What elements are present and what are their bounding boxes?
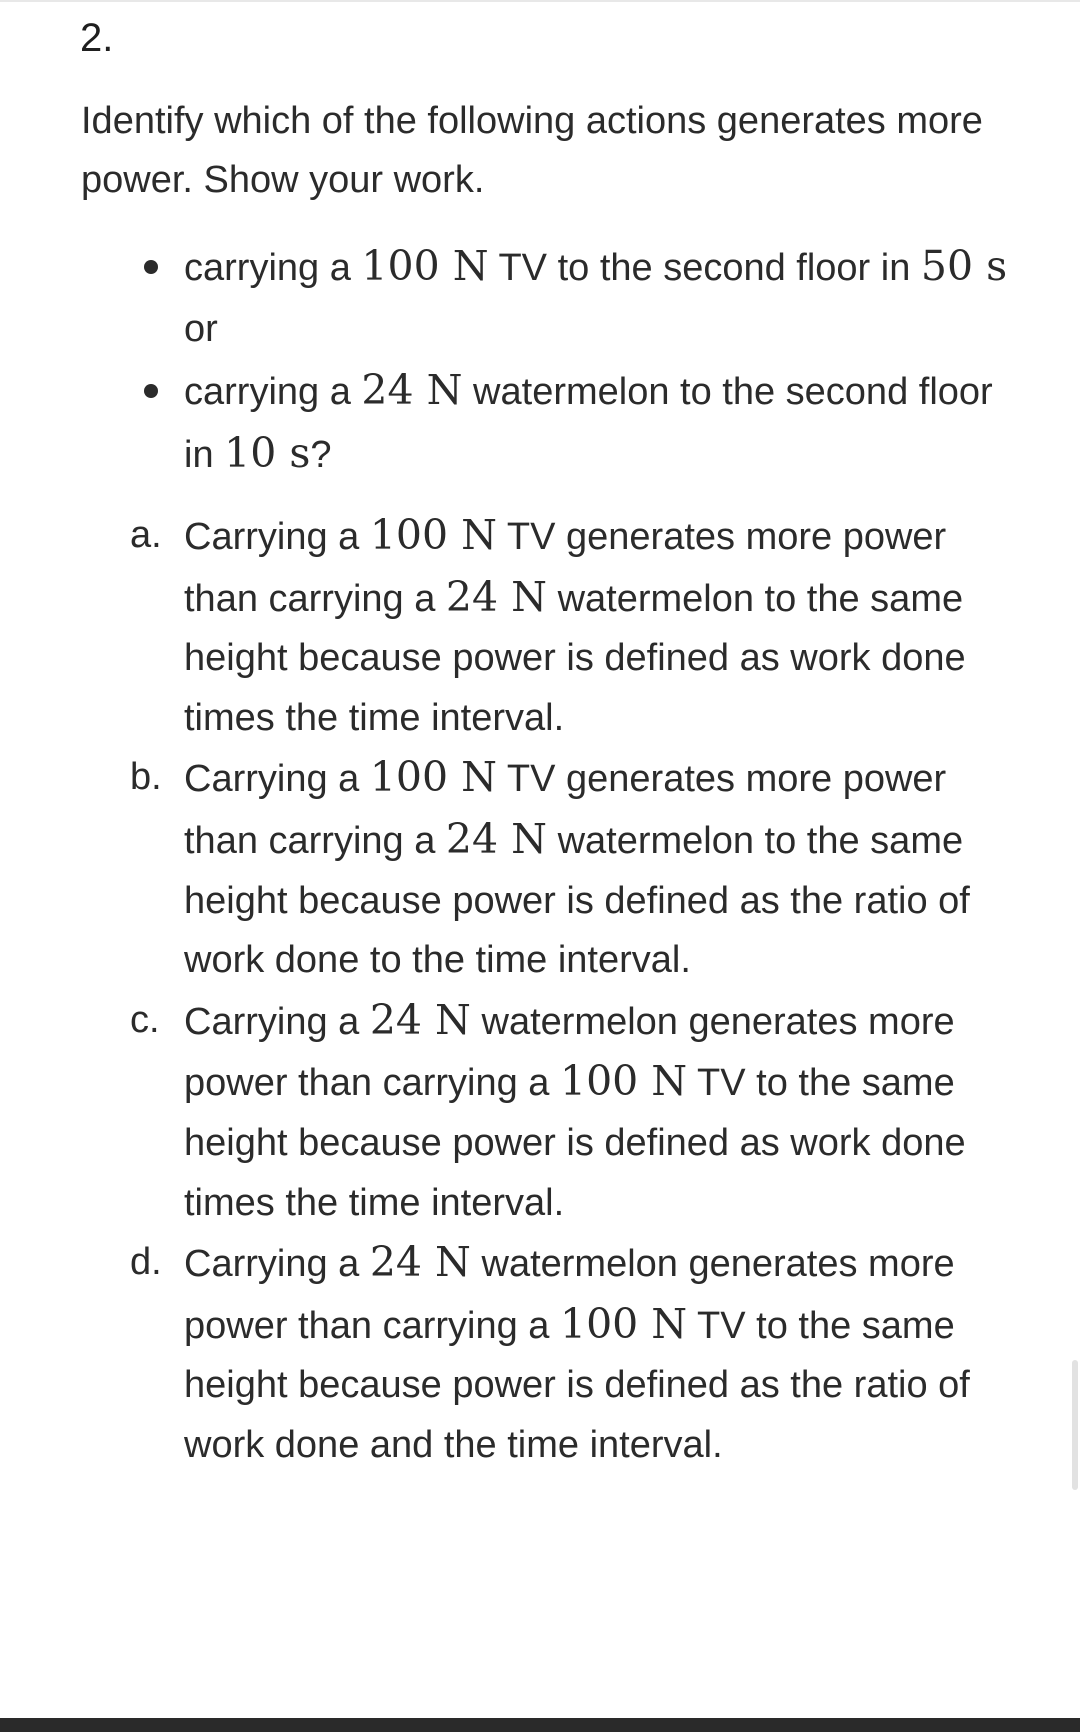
option-text-post: watermelon to the same height because power is defined as the ratio of work done to the time interval. xyxy=(184,819,970,982)
scenario-text-post: ? xyxy=(310,434,332,476)
question-number: 2. xyxy=(80,16,114,60)
option-text-mid: watermelon generates more power than carrying a xyxy=(184,1243,955,1347)
bottom-bar xyxy=(0,1718,1080,1732)
option-text-mid: TV generates more power than carrying a xyxy=(184,758,947,862)
option-letter: a. xyxy=(130,514,162,556)
bullet-icon xyxy=(144,260,158,274)
option-text-pre: Carrying a xyxy=(184,1000,370,1043)
option-letter: c. xyxy=(130,998,160,1041)
option-value-1: 100 N xyxy=(369,753,498,802)
scenario-text-mid: TV to the second floor in xyxy=(488,247,921,289)
answer-option-b[interactable] xyxy=(130,748,1030,990)
option-text-pre: Carrying a xyxy=(184,1243,370,1286)
answer-option-d[interactable] xyxy=(130,1233,1030,1475)
answer-option-a[interactable] xyxy=(130,506,1030,748)
scenario-time-value: 50 s xyxy=(920,242,1008,290)
scenario-force-value: 100 N xyxy=(361,242,489,290)
answer-option-c[interactable] xyxy=(130,991,1030,1233)
question-prompt: Identify which of the following actions generates more power. Show your work. xyxy=(81,100,983,201)
scenario-item-watermelon xyxy=(144,360,1024,486)
option-letter: b. xyxy=(130,756,162,799)
option-text-post: TV to the same height because power is defined as the ratio of work done and the time interval. xyxy=(184,1304,970,1466)
option-value-2: 100 N xyxy=(559,1299,688,1348)
option-letter: d. xyxy=(130,1241,162,1284)
option-text-pre: Carrying a xyxy=(184,516,370,558)
bullet-icon xyxy=(144,384,158,398)
option-value-2: 100 N xyxy=(559,1057,688,1106)
scenario-list xyxy=(144,236,1024,486)
option-text-mid: TV generates more power than carrying a xyxy=(184,516,947,620)
option-value-2: 24 N xyxy=(445,572,548,621)
scrollbar[interactable] xyxy=(1072,1360,1078,1490)
option-text-post: TV to the same height because power is defined as work done times the time interval. xyxy=(184,1062,966,1224)
answer-options xyxy=(130,506,1030,1476)
scenario-time-value: 10 s xyxy=(224,429,311,477)
option-value-2: 24 N xyxy=(445,814,548,863)
option-text-post: watermelon to the same height because power is defined as work done times the time interval. xyxy=(184,577,966,739)
option-text-mid: watermelon generates more power than carrying a xyxy=(184,1000,955,1105)
scenario-text-mid: watermelon to the second floor in xyxy=(184,371,993,476)
scenario-text-post: or xyxy=(184,308,218,350)
option-text-pre: Carrying a xyxy=(184,758,370,801)
scenario-force-value: 24 N xyxy=(361,366,463,414)
scenario-item-tv xyxy=(144,236,1024,360)
scenario-text-pre: carrying a xyxy=(184,247,362,289)
option-value-1: 24 N xyxy=(369,995,471,1044)
option-value-1: 24 N xyxy=(369,1238,471,1287)
scenario-text-pre: carrying a xyxy=(184,371,362,413)
option-value-1: 100 N xyxy=(369,511,498,559)
top-divider xyxy=(0,0,1080,2)
